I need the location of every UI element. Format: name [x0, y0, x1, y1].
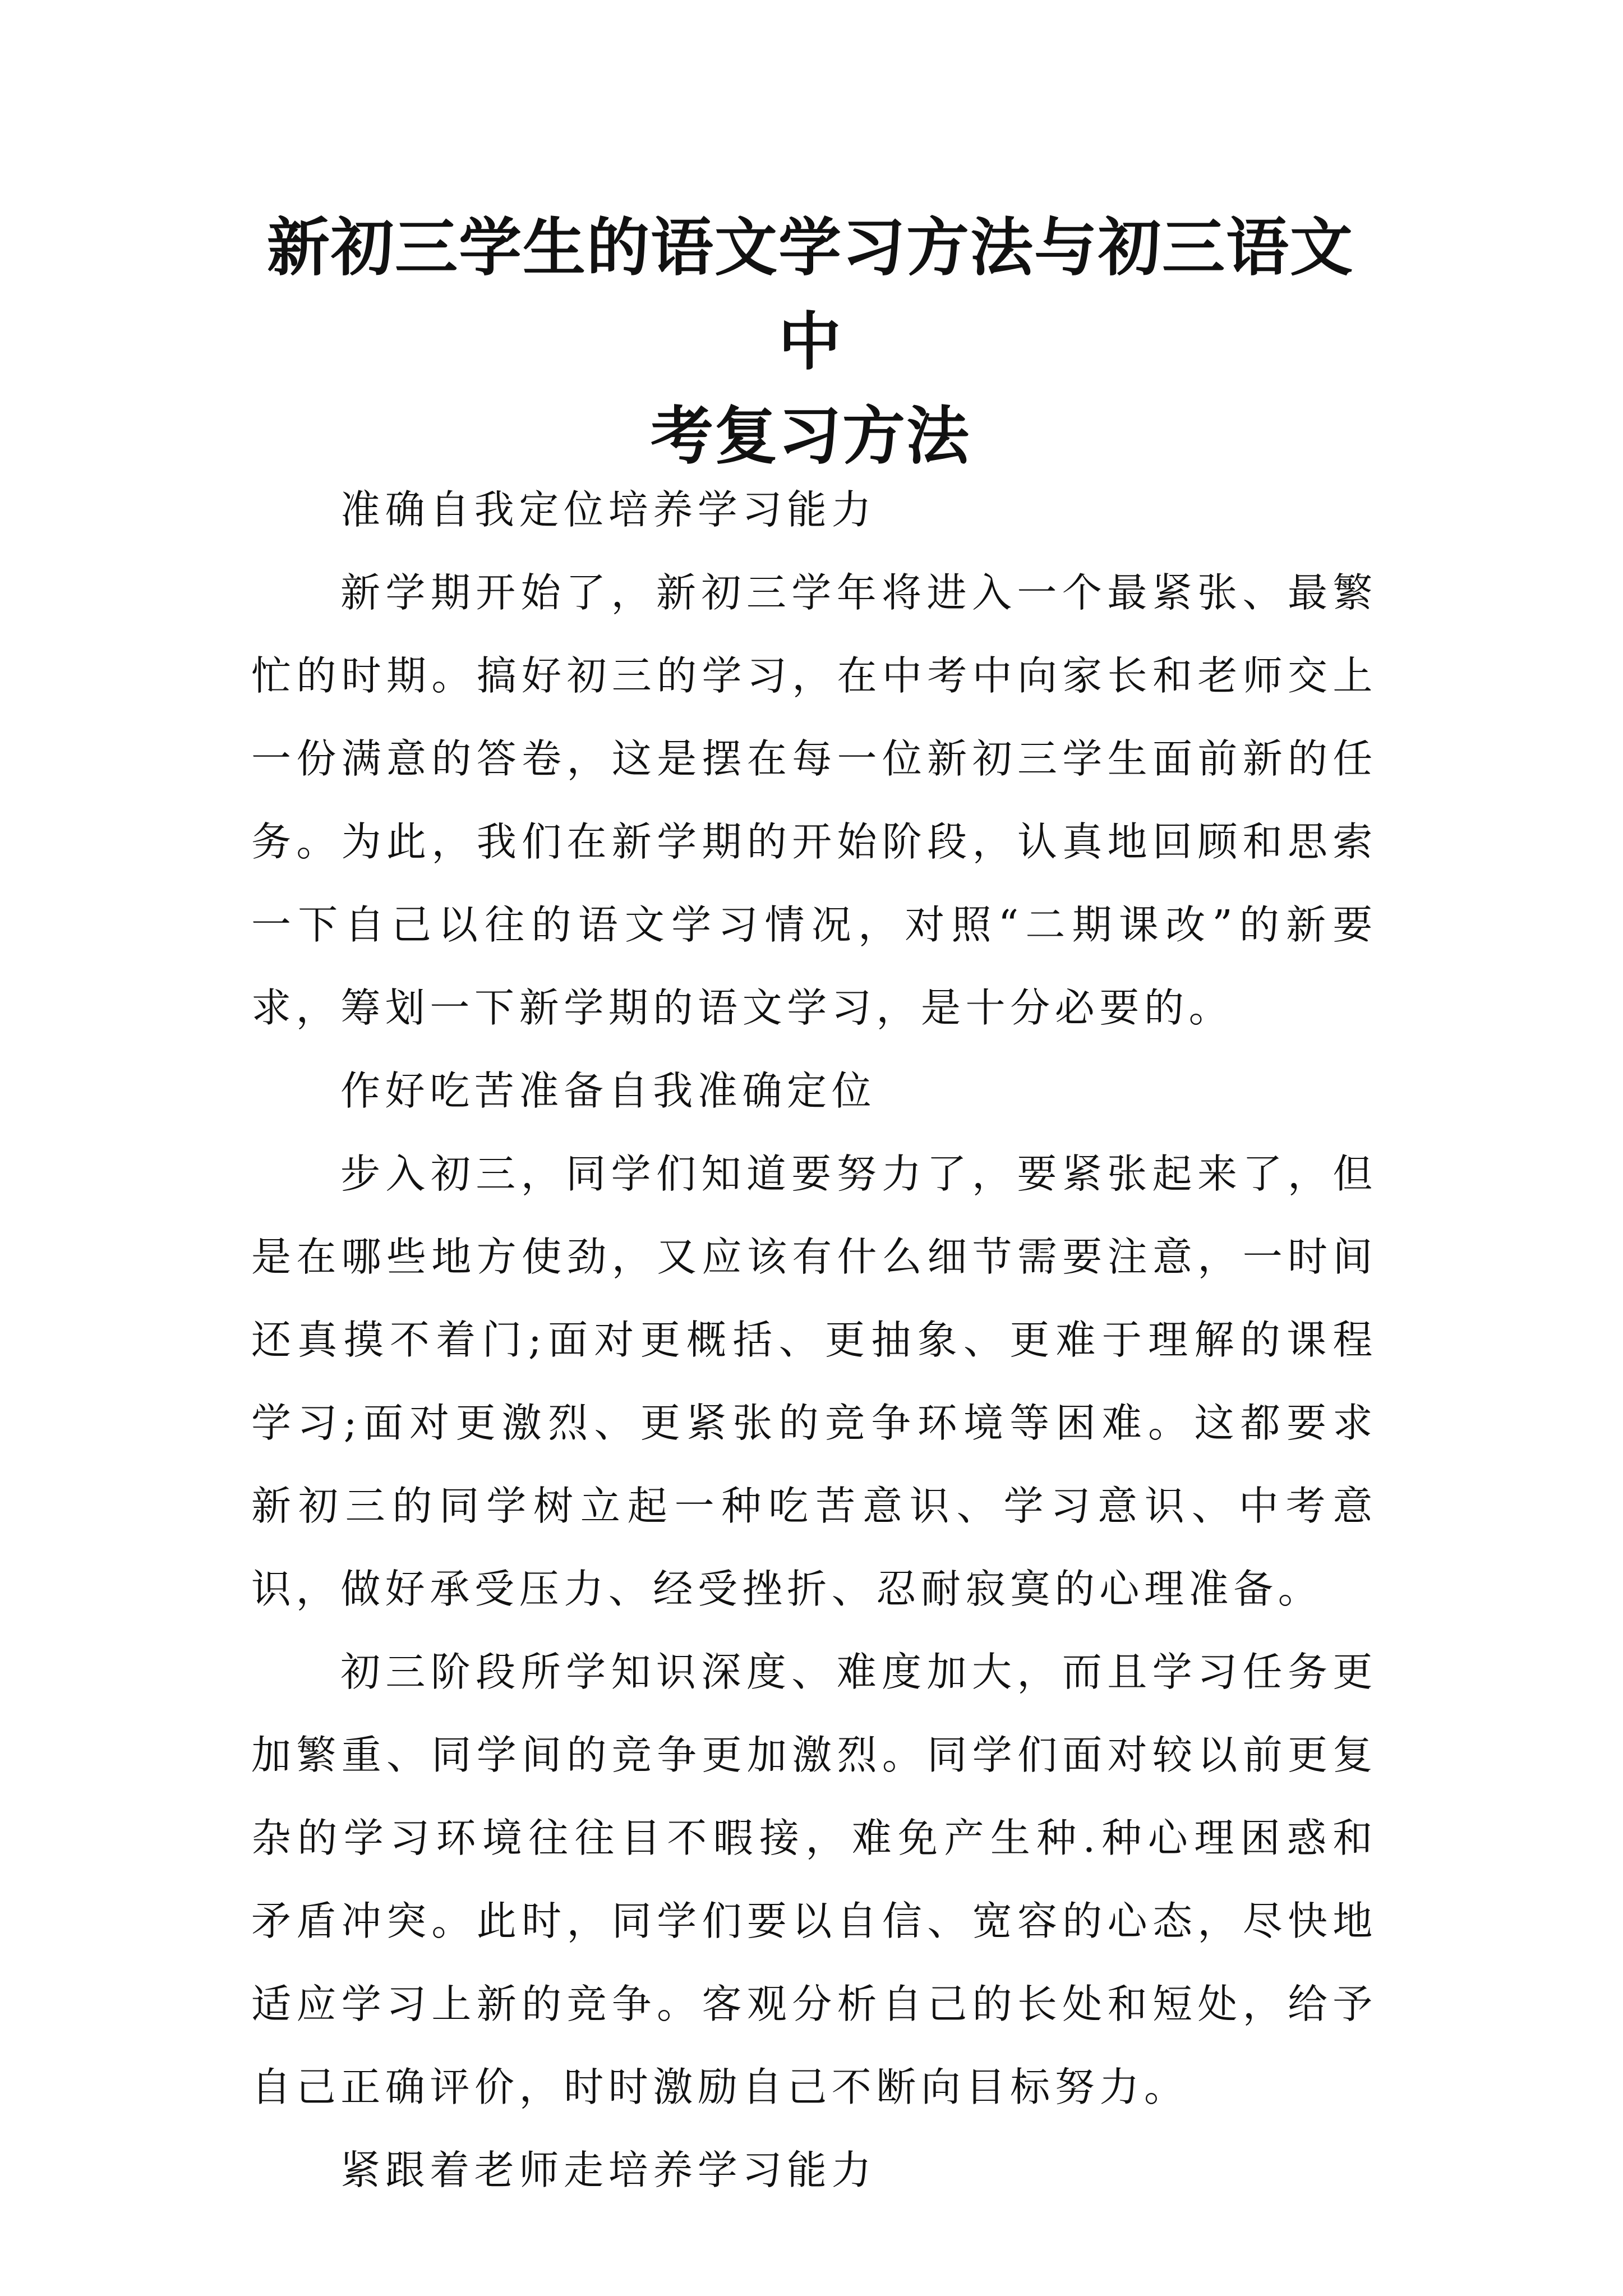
- document-body: [251, 468, 1377, 2212]
- body-paragraph: 初三阶段所学知识深度、难度加大，而且学习任务更加繁重、同学间的竞争更加激烈。同学们面对较以前更复杂的学习环境往往目不暇接，难免产生种.种心理困惑和矛盾冲突。此时，同学们要以自信、宽容的心态，尽快地适应学习上新的竞争。客观分析自己的长处和短处，给予自己正确评价，时时激励自己不断向目标努力。: [251, 1649, 1377, 2110]
- title-line-2: 考复习方法: [651, 399, 970, 473]
- section-heading: 紧跟着老师走培养学习能力: [340, 2147, 877, 2193]
- section-heading: 作好吃苦准备自我准确定位: [340, 1068, 877, 1114]
- body-paragraph: 步入初三，同学们知道要努力了，要紧张起来了，但是在哪些地方使劲，又应该有什么细节需要注意，一时间还真摸不着门;面对更概括、更抽象、更难于理解的课程学习;面对更激烈、更紧张的竞争环境等困难。这都要求新初三的同学树立起一种吃苦意识、学习意识、中考意识，做好承受压力、经受挫折、忍耐寂寞的心理准备。: [251, 1151, 1377, 1612]
- section-heading: 准确自我定位培养学习能力: [340, 486, 877, 533]
- body-paragraph: 新学期开始了，新初三学年将进入一个最紧张、最繁忙的时期。搞好初三的学习，在中考中向家长和老师交上一份满意的答卷，这是摆在每一位新初三学生面前新的任务。为此，我们在新学期的开始阶段，认真地回顾和思索一下自己以往的语文学习情况，对照“二期课改”的新要求，筹划一下新学期的语文学习，是十分必要的。: [251, 569, 1377, 1031]
- title-line-1: 新初三学生的语文学习方法与初三语文中: [267, 211, 1354, 379]
- document-title: [247, 201, 1374, 484]
